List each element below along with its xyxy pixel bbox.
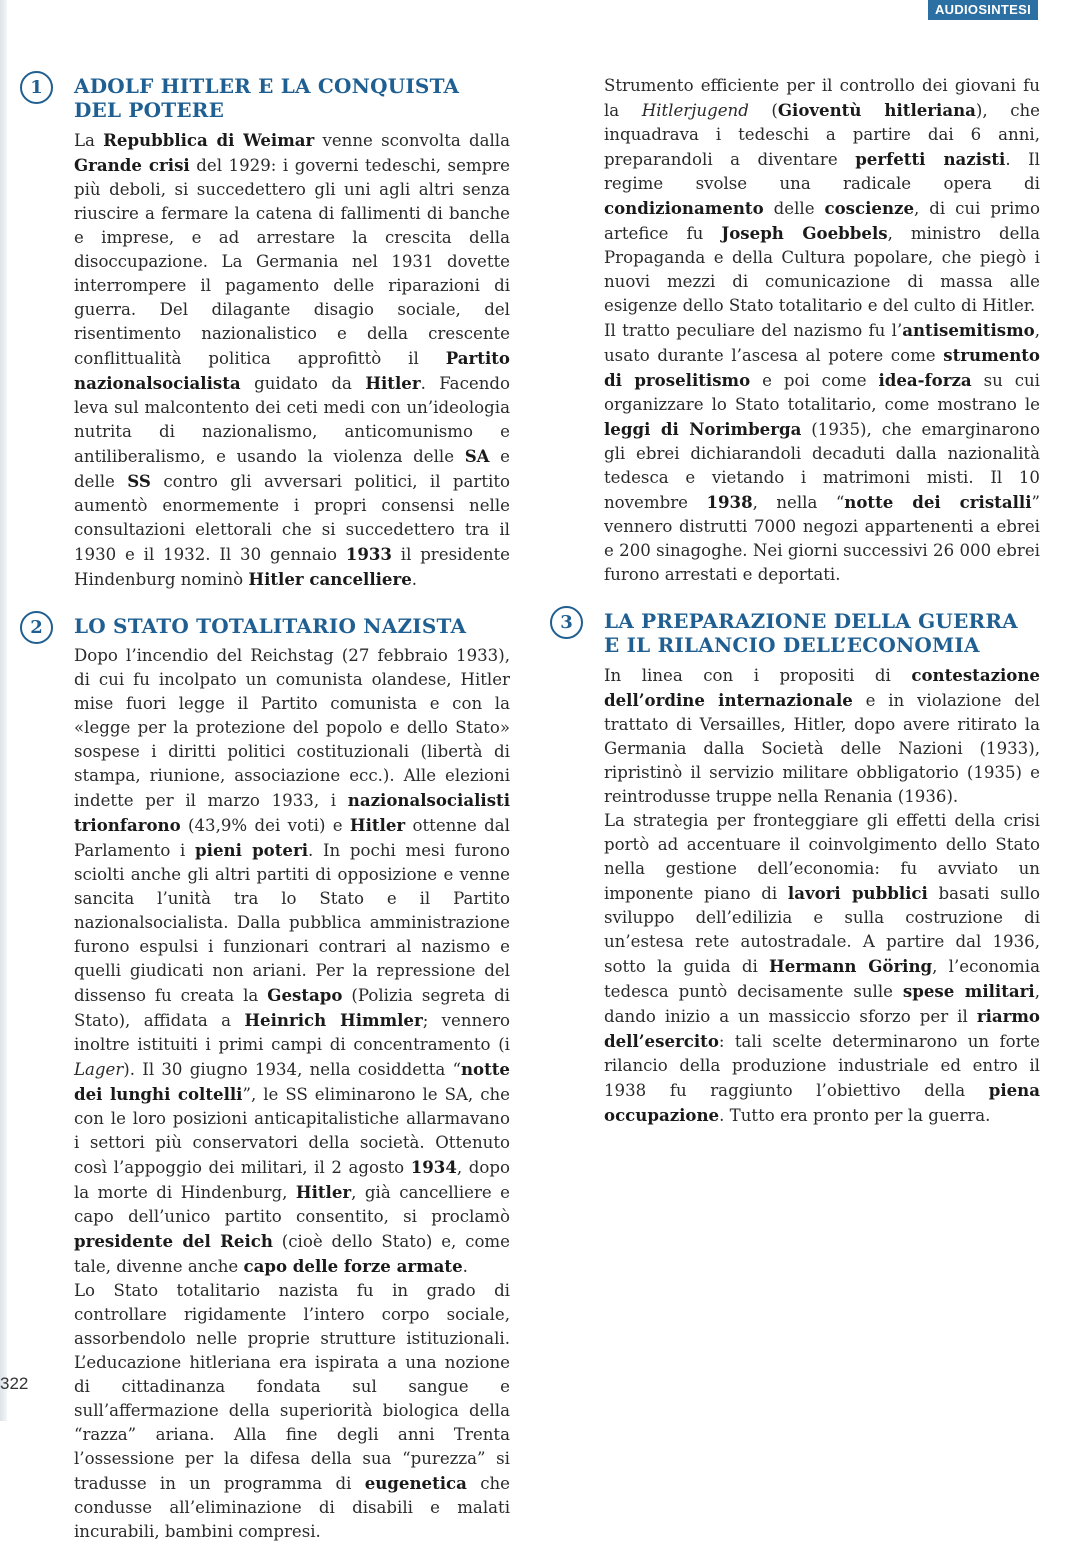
right-column (560, 74, 1041, 1128)
paragraph: La Repubblica di Weimar venne sconvolta dalla Grande crisi del 1929: i governi tedeschi, sempre più deboli, si succedettero gli uni agli altri senza riuscire a fermare la catena di fallimenti di banche e imprese, e ad arrestare la crescita della disoccupazione. La Germania nel 1931 dovette interrompere il pagamento delle riparazioni di guerra. Del dilagante disagio sociale, del risentimento nazionalistico e della crescente conflittualità politica approfittò il Partito nazionalsocialista guidato da Hitler. Facendo leva sul malcontento dei ceti medi con un’ideologia nutrita di nazionalismo, anticomunismo e antiliberalismo, e usando la violenza delle SA e delle SS contro gli avversari politici, il partito aumentò enormemente i propri consensi nelle consultazioni elettorali che si succedettero tra il 1930 e il 1932. Il 30 gennaio 1933 il presidente Hindenburg nominò Hitler cancelliere. (74, 130, 511, 589)
paragraph: In linea con i propositi di contestazione dell’ordine internazionale e in violazione del trattato di Versailles, Hitler, dopo avere ritirato la Germania dalla Società delle Nazioni (1933), ripristinò il servizio militare obbligatorio (1935) e reintrodusse truppe nella Renania (1936). (604, 665, 1040, 806)
paragraph: Lo Stato totalitario nazista fu in grado di controllare rigidamente l’intero corpo sociale, assorbendolo nelle proprie strutture istituzionali. L’educazione hitleriana era ispirata a una nozione di cittadinanza fondata sul sangue e sull’affermazione della superiorità biologica della “razza” ariana. Alla fine degli anni Trenta l’ossessione per la difesa della sua “purezza” si tradusse in un programma di eugenetica che condusse all’eliminazione di disabili e malati incurabili, bambini compresi. (74, 1281, 510, 1541)
section-3 (560, 609, 1040, 1128)
paragraph: La strategia per fronteggiare gli effetti della crisi portò ad accentuare il coinvolgimento dello Stato nella gestione dell’economia: fu avviato un imponente piano di lavori pubblici basati sullo sviluppo dell’edilizia e sulla costruzione di un’estesa rete autostradale. A partire dal 1936, sotto la guida di Hermann Göring, l’economia tedesca puntò decisamente sulle spese militari, dando inizio a un massiccio sforzo per il riarmo dell’esercito: tali scelte determinarono un forte rilancio della produzione industriale ed entro il 1938 fu raggiunto l’obiettivo della piena occupazione. Tutto era pronto per la guerra. (604, 811, 1040, 1125)
left-column (30, 74, 511, 1544)
section-number-badge: 3 (550, 606, 583, 639)
section-title-line: ADOLF HITLER E LA CONQUISTA (74, 74, 460, 98)
section-title (74, 74, 510, 122)
section-number-badge: 2 (20, 611, 53, 644)
section-number-badge: 1 (20, 71, 53, 104)
audiosintesi-badge[interactable]: AUDIOSINTESI (928, 0, 1038, 20)
page-number: 322 (0, 1374, 29, 1393)
page-edge-shadow (0, 0, 7, 1421)
section-2 (30, 614, 511, 1544)
section-title-line: LO STATO TOTALITARIO NAZISTA (74, 614, 467, 638)
section-1 (30, 74, 511, 592)
paragraph: Dopo l’incendio del Reichstag (27 febbraio 1933), di cui fu incolpato un comunista olandese, Hitler mise fuori legge il Partito comunista e con la «legge per la protezione del popolo e dello Stato» sospese i diritti politici costituzionali (libertà di stampa, riunione, associazione ecc.). Alle elezioni indette per il marzo 1933, i nazionalsocialisti trionfarono (43,9% dei voti) e Hitler ottenne dal Parlamento i pieni poteri. In pochi mesi furono sciolti anche gli altri partiti di opposizione e venne sancita l’unità tra lo Stato e il Partito nazionalsocialista. Dalla pubblica amministrazione furono espulsi i funzionari contrari al nazismo e quelli giudicati non ariani. Per la repressione del dissenso fu creata la Gestapo (Polizia segreta di Stato), affidata a Heinrich Himmler; vennero inoltre istituiti i primi campi di concentramento (i Lager). Il 30 giugno 1934, nella cosiddetta “notte dei lunghi coltelli”, le SS eliminarono le SA, che con le loro posizioni anticapitalistiche allarmavano i settori più conservatori della società. Ottenuto così l’appoggio dei militari, il 2 agosto 1934, dopo la morte di Hindenburg, Hitler, già cancelliere e capo dell’unico partito consentito, si proclamò presidente del Reich (cioè dello Stato) e, come tale, divenne anche capo delle forze armate. (74, 646, 511, 1276)
section-title-line: LA PREPARAZIONE DELLA GUERRA (604, 609, 1018, 633)
section-title (74, 614, 510, 638)
paragraph: Strumento efficiente per il controllo dei giovani fu la Hitlerjugend (Gioventù hitleriana), che inquadrava i tedeschi a partire dai 6 anni, preparandoli a diventare perfetti nazisti. Il regime svolse una radicale opera di condizionamento delle coscienze, di cui primo artefice fu Joseph Goebbels, ministro della Propaganda e della Cultura popolare, che piegò i nuovi mezzi di comunicazione di massa alle esigenze dello Stato totalitario e del culto di Hitler. (604, 76, 1041, 315)
section-title-line: DEL POTERE (74, 98, 225, 122)
section-title (604, 609, 1040, 657)
section-title-line: E IL RILANCIO DELL’ECONOMIA (604, 633, 980, 657)
paragraph: Il tratto peculiare del nazismo fu l’antisemitismo, usato durante l’ascesa al potere come strumento di proselitismo e poi come idea-forza su cui organizzare lo Stato totalitario, come mostrano le leggi di Norimberga (1935), che emarginarono gli ebrei dichiarandoli decaduti dalla nazionalità tedesca e vietando i matrimoni misti. Il 10 novembre 1938, nella “notte dei cristalli” vennero distrutti 7000 negozi appartenenti a ebrei e 200 sinagoghe. Nei giorni successivi 26 000 ebrei furono arrestati e deportati. (604, 320, 1040, 584)
